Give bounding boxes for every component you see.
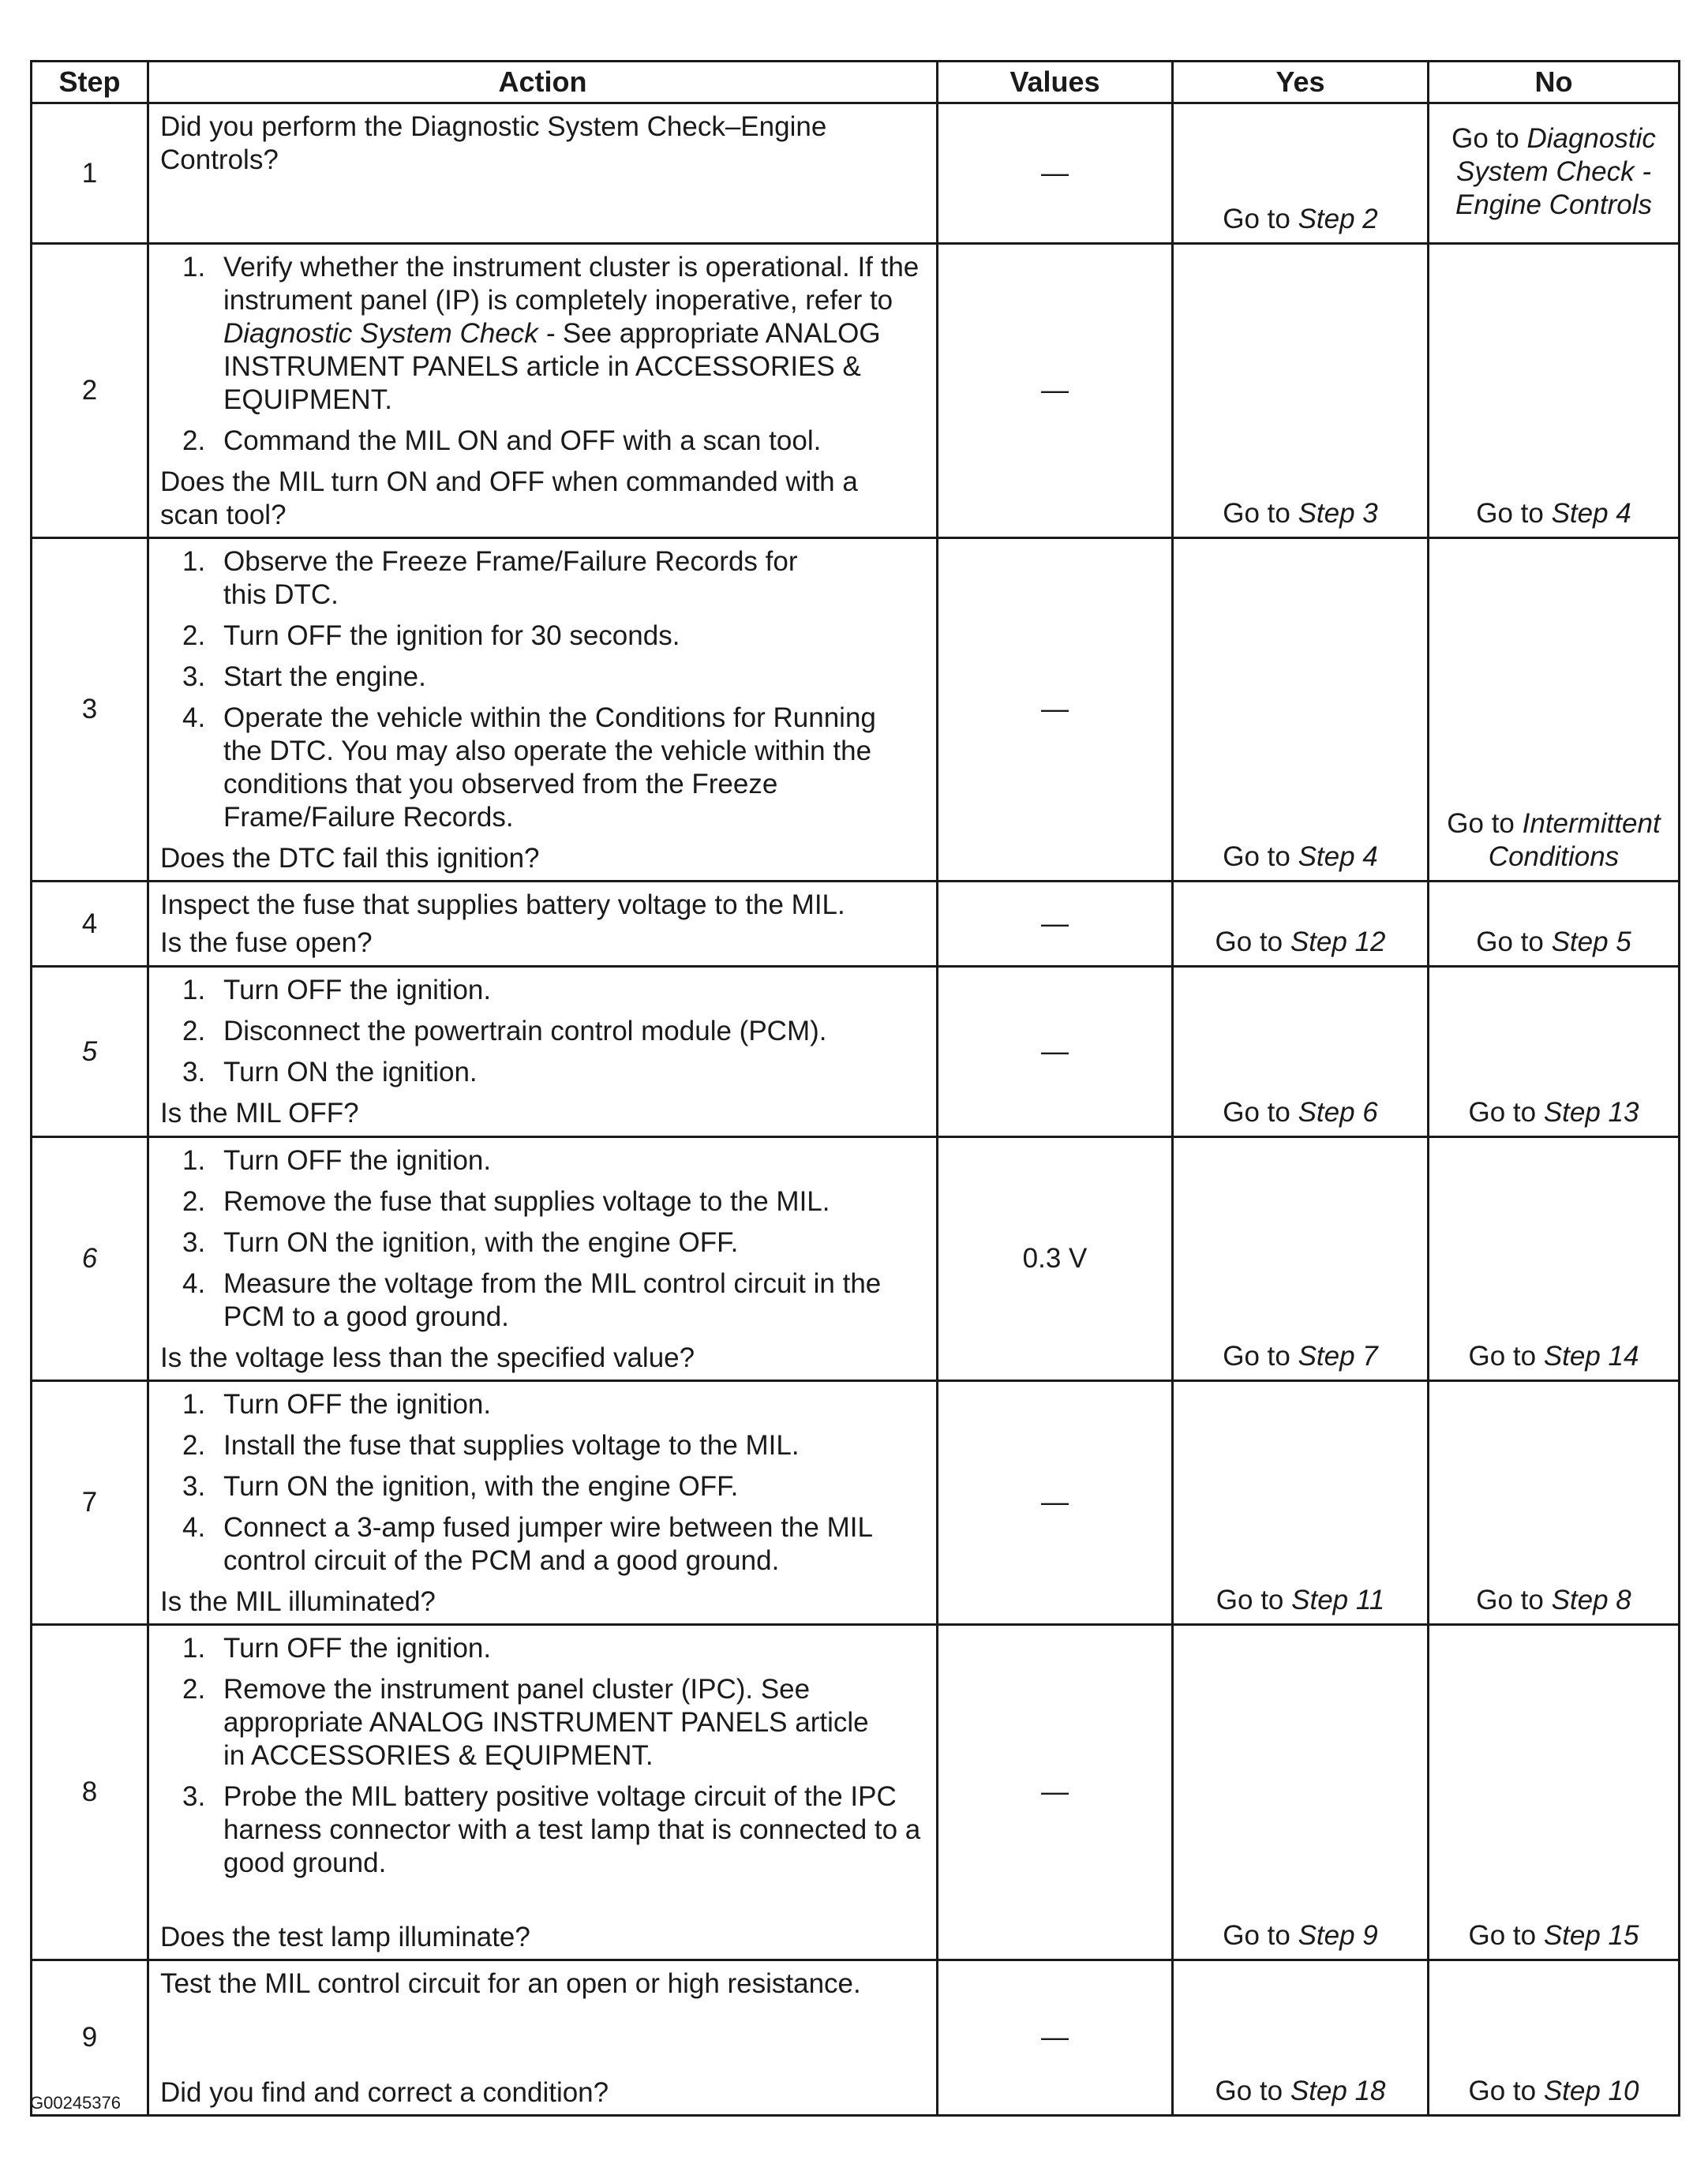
no-link[interactable]: Step 13: [1543, 1097, 1639, 1128]
yes-cell: Go to Step 2: [1173, 103, 1429, 244]
values-cell: —: [938, 1960, 1173, 2116]
list-item: 4. Measure the voltage from the MIL control circuit in the PCM to a good ground.: [182, 1268, 882, 1332]
action-question: Did you perform the Diagnostic System Check–Engine Controls?: [160, 111, 827, 175]
list-item: 1. Turn OFF the ignition.: [182, 975, 492, 1005]
table-row: [32, 882, 1680, 967]
action-question: Did you find and correct a condition?: [160, 2077, 609, 2108]
action-question: Is the MIL illuminated?: [160, 1586, 436, 1617]
yes-link[interactable]: Step 2: [1298, 204, 1378, 234]
no-link[interactable]: Intermittent Conditions: [1488, 808, 1661, 872]
no-link[interactable]: Step 10: [1543, 2076, 1639, 2106]
action-list: [160, 251, 922, 458]
list-item: 1. Verify whether the instrument cluster is operational. If the instrument panel (IP) is completely inoperative, refer to Diagnostic System Check - See appropriate ANALOG INSTRUMENT PANELS article in ACCESSORIES & EQUIPMENT.: [182, 252, 920, 415]
no-link[interactable]: Step 5: [1551, 927, 1631, 957]
header-yes: Yes: [1173, 62, 1429, 103]
list-item: 3. Turn ON the ignition.: [182, 1057, 478, 1088]
no-cell: Go to Step 15: [1429, 1625, 1680, 1960]
table-row: [32, 1137, 1680, 1381]
action-cell: [148, 244, 938, 538]
action-cell: [148, 1381, 938, 1625]
step-number: 6: [32, 1137, 148, 1381]
step-number: 3: [32, 538, 148, 882]
diagnostic-table: [30, 60, 1680, 2117]
yes-link[interactable]: Step 6: [1298, 1097, 1378, 1128]
action-instruction: Inspect the fuse that supplies battery voltage to the MIL.: [160, 889, 845, 920]
step-number: 4: [32, 882, 148, 967]
action-list: [160, 545, 922, 834]
step-number: 1: [32, 103, 148, 244]
yes-cell: Go to Step 7: [1173, 1137, 1429, 1381]
table-row: [32, 967, 1680, 1137]
yes-link[interactable]: Step 3: [1298, 498, 1378, 529]
step-number: 2: [32, 244, 148, 538]
action-cell: [148, 967, 938, 1137]
no-cell: Go to Step 10: [1429, 1960, 1680, 2116]
values-cell: —: [938, 882, 1173, 967]
action-cell: [148, 1137, 938, 1381]
action-list: [160, 1144, 922, 1334]
no-link[interactable]: Diagnostic System Check - Engine Controls: [1455, 122, 1656, 220]
yes-link[interactable]: Step 9: [1298, 1920, 1378, 1951]
values-cell: —: [938, 1381, 1173, 1625]
list-item: 3. Start the engine.: [182, 661, 426, 692]
list-item: 1. Observe the Freeze Frame/Failure Records for this DTC.: [182, 546, 798, 610]
list-item: 2. Install the fuse that supplies voltage to the MIL.: [182, 1430, 800, 1461]
list-item: 4. Connect a 3-amp fused jumper wire between the MIL control circuit of the PCM and a good ground.: [182, 1512, 872, 1576]
no-cell: Go to Step 8: [1429, 1381, 1680, 1625]
reference-link[interactable]: Diagnostic System Check -: [223, 318, 556, 349]
action-list: [160, 1632, 922, 1880]
yes-cell: Go to Step 3: [1173, 244, 1429, 538]
values-cell: —: [938, 103, 1173, 244]
action-list: [160, 1388, 922, 1578]
action-cell: [148, 538, 938, 882]
list-item: 1. Turn OFF the ignition.: [182, 1389, 492, 1420]
values-cell: —: [938, 244, 1173, 538]
no-link[interactable]: Step 4: [1551, 498, 1631, 529]
list-item: 2. Remove the instrument panel cluster (IPC). See appropriate ANALOG INSTRUMENT PANELS article in ACCESSORIES & EQUIPMENT.: [182, 1674, 869, 1771]
table-row: [32, 1381, 1680, 1625]
header-step: Step: [32, 62, 148, 103]
no-cell: Go to Step 5: [1429, 882, 1680, 967]
yes-link[interactable]: Step 11: [1291, 1585, 1385, 1615]
no-link[interactable]: Step 14: [1543, 1341, 1639, 1372]
list-item: 1. Turn OFF the ignition.: [182, 1633, 492, 1664]
list-item: 3. Turn ON the ignition, with the engine OFF.: [182, 1471, 739, 1502]
yes-cell: Go to Step 9: [1173, 1625, 1429, 1960]
yes-cell: Go to Step 12: [1173, 882, 1429, 967]
action-question: Is the MIL OFF?: [160, 1098, 359, 1129]
action-question: Is the fuse open?: [160, 927, 373, 958]
list-item: 2. Turn OFF the ignition for 30 seconds.: [182, 620, 680, 651]
header-action: Action: [148, 62, 938, 103]
list-item: 3. Probe the MIL battery positive voltage circuit of the IPC harness connector with a test lamp that is connected to a good ground.: [182, 1781, 921, 1878]
table-row: [32, 1625, 1680, 1960]
list-item: 4. Operate the vehicle within the Conditions for Running the DTC. You may also operate the vehicle within the conditions that you observed from the Freeze Frame/Failure Records.: [182, 702, 876, 833]
action-question: Does the DTC fail this ignition?: [160, 843, 540, 874]
no-cell: Go to Step 14: [1429, 1137, 1680, 1381]
yes-cell: Go to Step 18: [1173, 1960, 1429, 2116]
action-cell: [148, 103, 938, 244]
yes-cell: Go to Step 6: [1173, 967, 1429, 1137]
values-cell: —: [938, 1625, 1173, 1960]
step-number: 5: [32, 967, 148, 1137]
action-list: [160, 974, 922, 1089]
values-cell: 0.3 V: [938, 1137, 1173, 1381]
spacer: [160, 2005, 922, 2073]
step-number: 7: [32, 1381, 148, 1625]
spacer: [160, 1888, 922, 1918]
yes-link[interactable]: Step 7: [1298, 1341, 1378, 1372]
list-item: 2. Remove the fuse that supplies voltage to the MIL.: [182, 1186, 830, 1217]
yes-cell: Go to Step 11: [1173, 1381, 1429, 1625]
action-cell: [148, 1625, 938, 1960]
yes-link[interactable]: Step 18: [1290, 2076, 1386, 2106]
yes-link[interactable]: Step 12: [1290, 927, 1386, 957]
step-number: 9: [32, 1960, 148, 2116]
no-cell: Go to Step 13: [1429, 967, 1680, 1137]
list-item: 3. Turn ON the ignition, with the engine OFF.: [182, 1227, 739, 1258]
header-row: [32, 62, 1680, 103]
list-item: 2. Command the MIL ON and OFF with a scan tool.: [182, 425, 822, 456]
step-number: 8: [32, 1625, 148, 1960]
no-link[interactable]: Step 8: [1551, 1585, 1631, 1615]
no-link[interactable]: Step 15: [1543, 1920, 1639, 1951]
header-no: No: [1429, 62, 1680, 103]
no-cell: Go to Diagnostic System Check - Engine Controls: [1429, 103, 1680, 244]
action-question: Does the test lamp illuminate?: [160, 1922, 530, 1952]
action-instruction: Test the MIL control circuit for an open or high resistance.: [160, 1968, 861, 1999]
yes-cell: Go to Step 4: [1173, 538, 1429, 882]
header-values: Values: [938, 62, 1173, 103]
values-cell: —: [938, 538, 1173, 882]
figure-code: G00245376: [30, 2093, 121, 2113]
values-cell: —: [938, 967, 1173, 1137]
no-cell: Go to Step 4: [1429, 244, 1680, 538]
action-question: Is the voltage less than the specified value?: [160, 1342, 695, 1373]
table-row: [32, 244, 1680, 538]
action-cell: [148, 1960, 938, 2116]
table-row: [32, 103, 1680, 244]
action-question: Does the MIL turn ON and OFF when commanded with a scan tool?: [160, 466, 858, 530]
yes-link[interactable]: Step 4: [1298, 841, 1378, 872]
list-item: 1. Turn OFF the ignition.: [182, 1145, 492, 1176]
action-cell: [148, 882, 938, 967]
no-cell: Go to Intermittent Conditions: [1429, 538, 1680, 882]
table-row: [32, 1960, 1680, 2116]
list-item: 2. Disconnect the powertrain control module (PCM).: [182, 1016, 827, 1046]
table-row: [32, 538, 1680, 882]
